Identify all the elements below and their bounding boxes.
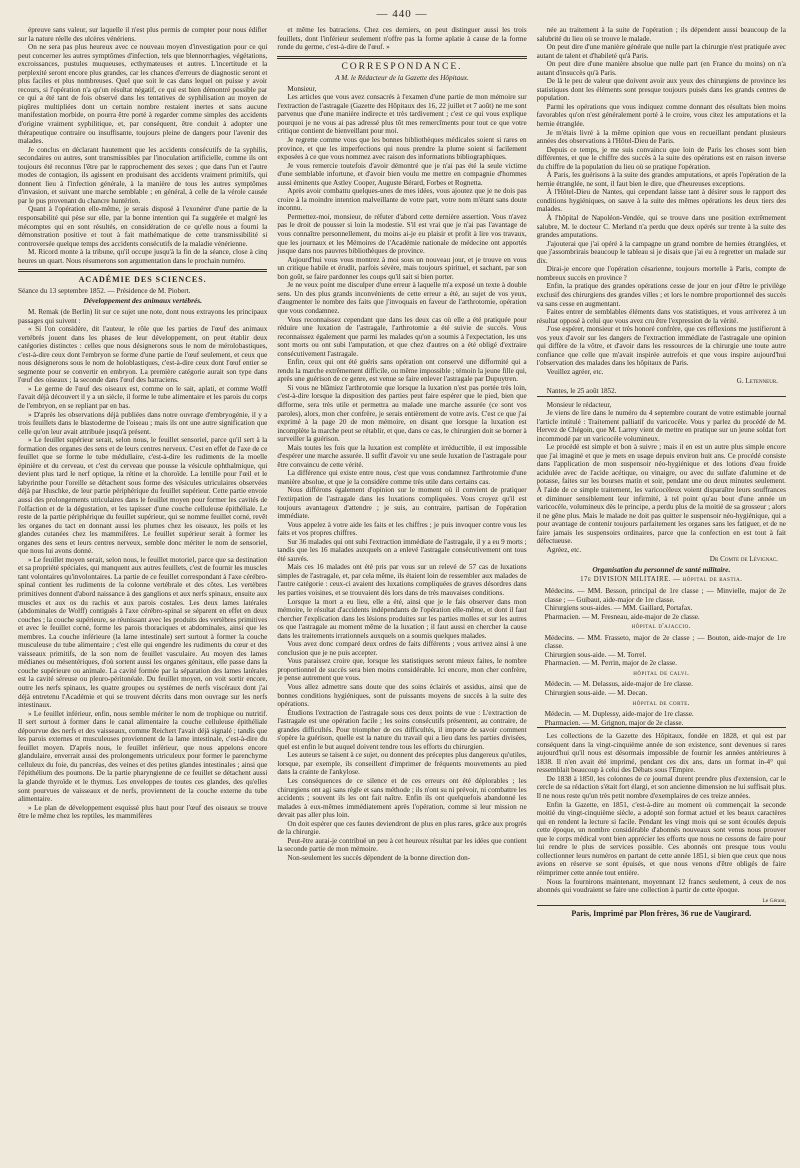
paragraph: Après avoir combattu quelques-unes de mes idées, vous ajoutez que je ne dois pas croire à la moindre intention malveillante de votre part, votre nom m'étant sans doute inconnu. [277, 187, 527, 213]
footer-rule [537, 905, 786, 906]
paragraph: et même les batraciens. Chez ces derniers, on peut distinguer aussi les trois feuillets, dont l'inférieur seulement n'offre pas la forme aplatie à cause de la forme ronde du germe, c'est-à-dire de l'œuf. » [277, 26, 527, 52]
section-title-academie: ACADÉMIE DES SCIENCES. [78, 275, 207, 285]
paragraph: M. Remak (de Berlin) lit sur ce sujet une note, dont nous extrayons les principaux passages qui suivent : [18, 307, 268, 325]
paragraph: Pharmacien. — M. Fresneau, aide-major de 2e classe. [544, 612, 700, 621]
paragraph: » Le feuillet moyen serait, selon nous, le feuillet motoriel, parce que sa destination et sa propriété spéciales, qui manquent aux autres feuillets, c'est de fournir les muscles tant volontaires qu'involontaires. La partie de ce feuillet correspondant à l'axe cérébro-spinal contient les rudiments de la colonne vertébrale et des côtes. Les vertèbres primitives donnent d'abord naissance à des ganglions et aux nerfs spinaux, ensuite aux muscles et aux os du rachis et aux parois costales. Les deux lames latérales (abdominales de Wolff) contiguës à l'axe cérébro-spinal se séparent en effet en deux couches ; la couche supérieure, se réunissant avec les produits des vertèbres primitives et avec le feuillet corné, forme les parois thoraciques et abdominales, ainsi que les membres. La couche inférieure (la lame intestinale) sert surtout à former la couche musculeuse du tube alimentaire ; c'est elle qui engendre les rudiments du cœur et des vaisseaux primitifs, de la son nom de feuillet vasculaire. Au moyen des lames médianes ou mésentériques, d'où sortent aussi les organes génitaux, elle passe dans la couche supérieure ou animale. La cavité formée par la séparation des lames latérales est la cavité séreuse ou pleuro-péritonéale. Du feuillet moyen, on voit sortir encore, outre les nerfs spinaux, les quatre groupes ou systèmes de nerfs viscéraux dont j'ai déjà entretenu l'Académie et qui se trouvent décrits dans mon ouvrage sur les nerfs intestinaux. [18, 555, 268, 710]
paragraph: On ne sera pas plus heureux avec ce nouveau moyen d'investigation pour ce qui peut concerner les autres symptômes d'infection, tels que blennorrhagies, végétations, excroissances, pustules muqueuses, ecthymateuses et autres. L'incertitude et la perplexité seront encore plus grandes, car les chances d'erreurs de diagnostic seront et plus faciles et plus nombreuses. Quel que soit le cas dans lequel on puisse y avoir recours, si l'opération n'a qu'un résultat négatif, ce qui est bien démontré possible par ce qui a été tant de fois observé dans les tentatives de syphilisation au moyen de piqûres multipliées dont un certain nombre restaient inertes et sans aucune manifestation morbide, on pourra être porté à regarder comme simples des accidents d'origine vraiment syphilitique, et, par conséquent, être conduit à adopter une thérapeutique contraire ou insuffisante, toujours pleine de dangers pour l'avenir des malades. [18, 43, 268, 146]
column-2-text [277, 26, 526, 52]
section-rule [18, 269, 267, 270]
column-2 [277, 26, 526, 1150]
column-1 [18, 26, 267, 1150]
section-rule [277, 56, 526, 57]
paragraph: Médecin. — M. Delassus, aide-major de 1re classe. [544, 680, 693, 689]
paragraph: Vous appelez à votre aide les faits et les chiffres ; je puis invoquer contre vous les faits et vos propres chiffres. [277, 520, 527, 538]
paragraph: Agréez, etc. [546, 545, 582, 554]
paragraph: Pharmacien. — M. Perrin, major de 2e classe. [544, 659, 677, 668]
separator-rule [537, 727, 786, 728]
session-line: Séance du 13 septembre 1852. — Présidence de M. Piobert. [18, 286, 191, 295]
paragraph: Je vous remercie toutefois d'avoir démontré que je n'ai pas été la seule victime d'une semblable infortune, et d'avoir bien voulu me mettre en compagnie d'hommes aussi éminents que Astley Cooper, Auguste Bérard, Forbes et Rognetta. [277, 161, 527, 187]
paragraph: J'ajouterai que j'ai opéré à la campagne un grand nombre de hernies étranglées, et que j'assombrirais beaucoup le tableau si je disais que j'ai eu à regretter un malade sur dix. [536, 239, 786, 265]
paragraph: À Paris, les guérisons à la suite des grandes amputations, et après l'opération de la hernie étranglée, ne sont, il faut bien le dire, que d'heureuses exceptions. [536, 171, 786, 188]
paragraph: Les articles que vous avez consacrés à l'examen d'une partie de mon mémoire sur l'extraction de l'astragale (Gazette des Hôpitaux des 16, 22 juillet et 7 août) ne me sont parvenus que d'une manière indirecte et très tardivement ; c'est ce qui vous explique pourquoi je ne vous ai pas adressé plus tôt mes remercîments pour tout ce que votre critique contient de bienveillant pour moi. [277, 93, 527, 136]
paragraph: » Le feuillet inférieur, enfin, nous semble mériter le nom de trophique ou nutritif. Il sert surtout à former dans le canal alimentaire la couche celluleuse épithéliale dépourvue des nerfs et des vaisseaux, comme Reichert l'avait déjà signalé ; tandis que les parois externes et musculeuses proviennent de la lame intestinale, c'est-à-dire du feuillet moyen. D'après nous, le feuillet inférieur, que nous appelons encore glandulaire, enverrait aussi des prolongements utriculeux pour former le parenchyme celluleux du foie, du pancréas, des veines et des petites glandes intestinales ; ainsi que l'épithélium des poumons. De la partie pharyngienne de ce feuillet se détachent aussi la glande thyroïde et le thymus. Les enveloppes de toutes ces glandes, des qu'elles sont pourvues de vaisseaux et de nerfs, proviennent de la couche externe du tube alimentaire. [18, 709, 268, 804]
section-rule [18, 271, 267, 272]
paragraph: Dirai-je encore que l'opération césarienne, toujours mortelle à Paris, compte de nombreux succès en province ? [536, 265, 786, 282]
signature-letenneur: G. Letenneur. [736, 377, 778, 386]
hospital-heading-ajaccio: hôpital d'ajaccio. [631, 623, 691, 631]
column-3-text [537, 26, 786, 376]
paragraph: Je m'étais livré à la même opinion que vous en recueillant pendant plusieurs années des observations à l'Hôtel-Dieu de Paris. [536, 128, 786, 146]
paragraph: Les auteurs se taisent à ce sujet, ou donnent des préceptes plus dangereux qu'utiles, lorsque, par exemple, ils conseillent d'imprimer de fréquents mouvements au pied dans la crainte de l'ankylose. [277, 751, 527, 777]
paragraph: Médecin. — M. Duplessy, aide-major de 1re classe. [544, 710, 694, 719]
printer-footer: Paris, Imprimé par Plon frères, 36 rue de Vaugirard. [571, 909, 752, 919]
paragraph: De là le peu de valeur que doivent avoir aux yeux des chirurgiens de province les statistiques dont les éléments sont presque toujours puisés dans les grands centres de population. [536, 77, 786, 103]
paragraph: Si vous ne blâmiez l'arthrotomie que lorsque la luxation n'est pas portée très loin, c'est-à-dire lorsque la disposition des parties peut faire espérer que le pied, bien que difforme, sera très utile et permettra au malade une marche assurée (ce sont vos paroles), alors, mon cher confrère, je serais entièrement de votre avis. C'est ce que j'ai exprimé à la page 20 de mon mémoire, en disant que lorsque la luxation est incomplète la marche peut se rétablir, et que, dans ce cas, le chirurgien doit se borner à surveiller la guérison. [277, 383, 527, 444]
paragraph: Non-seulement les succès dépendent de la bonne direction don- [287, 853, 471, 862]
paragraph: Vous avez donc comparé deux ordres de faits différents ; vous arrivez ainsi à une conclusion que je ne puis accepter. [277, 640, 527, 657]
letter-address: A M. le Rédacteur de la Gazette des Hôpitaux. [335, 74, 469, 83]
paragraph: À l'Hôtel-Dieu de Nantes, qui cependant laisse tant à désirer sous le rapport des conditions hygiéniques, on sauve à la suite des mêmes opérations les deux tiers des malades. [536, 188, 786, 214]
paragraph: Faites entrer de semblables éléments dans vos statistiques, et vous arriverez à un résultat opposé à celui que vous avez cru être l'expression de la vérité. [536, 308, 786, 325]
paragraph: » D'après les observations déjà publiées dans notre ouvrage d'embryogénie, il y a trois feuillets dans le blastoderme de l'oiseau ; mais ils ont une autre signification que celle qu'on leur avait attribuée jusqu'à présent. [18, 410, 268, 436]
paragraph: « Si l'on considère, dit l'auteur, le rôle que les parties de l'œuf des animaux vertébrés jouent dans les phases de leur développement, on peut établir deux catégories distinctes : celles que nous désignerons sous le nom de mérolobastiques, c'est-à-dire ceux dont l'embryon se forme d'une partie de l'œuf seulement, et ceux que nous désignerons sous le nom de holoblastiques, c'est-à-dire ceux dont l'œuf entier se segmente pour se convertir en embryon. La première catégorie aurait son type dans l'œuf des oiseaux ; la seconde dans l'œuf des batraciens. [18, 325, 268, 385]
paragraph: Chirurgiens sous-aides. — MM. Gaillard, Portafax. [544, 604, 693, 613]
paragraph: Je regrette comme vous que les bonnes bibliothèques médicales soient si rares en province, et que les imperfections qui nous prendre la plume soient si facilement exposées à ce que vous nommez avec raison des informations bibliographiques. [277, 136, 527, 162]
paragraph: Peut-être aurai-je contribué un peu à cet heureux résultat par les idées que contient la seconde partie de mon mémoire. [277, 836, 527, 854]
paragraph: La différence qui existe entre nous, c'est que vous condamnez l'arthrotomie d'une manière absolue, et que je la considère comme très utile dans certains cas. [277, 469, 527, 486]
paragraph: Chirurgien sous-aide. — M. Torrel. [544, 650, 647, 659]
staff-entries-calvi [537, 680, 786, 697]
subsection-title: Développement des animaux vertébrés. [83, 296, 202, 306]
paragraph: Médecins. — MM. Besson, principal de 1re classe ; — Minvielle, major de 2e classe ; — Guibaut, aide-major de 1re classe. [544, 587, 786, 604]
paragraph: On peut dire d'une manière générale que nulle part la chirurgie n'est pratiquée avec autant de talent et d'habileté qu'à Paris. [536, 43, 786, 60]
column-3 [537, 26, 786, 1150]
column-3-text-2 [537, 409, 786, 554]
paragraph: On peut dire d'une manière absolue que nulle part (en France du moins) on n'a autant d'insuccès qu'à Paris. [536, 60, 786, 77]
paragraph: Sur 36 malades qui ont subi l'extraction immédiate de l'astragale, il y a eu 9 morts ; tandis que les 16 malades auxquels on a enlevé l'astragale consécutivement ont tous été sauvés. [277, 537, 527, 563]
paragraph: Veuillez agréer, etc. [546, 367, 604, 376]
column-1-text [18, 26, 267, 265]
paragraph: Vous paraissez croire que, lorsque les statistiques seront mieux faites, le nombre proportionnel de succès sera bien moins considérable. Ici encore, mon cher confrère, je pense autrement que vous. [277, 657, 527, 683]
paragraph: Médecins. — MM. Frasseto, major de 2e classe ; — Bouton, aide-major de 1re classe. [544, 633, 786, 651]
letter-greeting-2: Monsieur le rédacteur, [546, 400, 612, 409]
column-2-text-2 [277, 93, 526, 862]
paragraph: Chirurgien sous-aide. — M. Decan. [544, 689, 648, 698]
paragraph: Nous la fournirons maintenant, moyennant 12 francs seulement, à ceux de nos abonnés qui voudraient se faire une collection à partir de cette époque. [536, 877, 786, 895]
paragraph: Lorsque la mort a eu lieu, elle a été, ainsi que je le fais observer dans mon mémoire, le résultat d'accidents indépendants de l'opération elle-même, et dont il faut chercher l'explication dans les lésions produites sur les parties molles et sur les autres os que l'astragale au moment même de la luxation ; il faut aussi en chercher la cause dans les traitements irrationnels auxquels on a soumis quelques malades. [277, 597, 527, 640]
paragraph: » Le plan de développement esquissé plus haut pour l'œuf des oiseaux se trouve être le même chez les reptiles, les mammifères [18, 803, 268, 821]
paragraph: On doit espérer que ces fautes deviendront de plus en plus rares, grâce aux progrès de la chirurgie. [277, 819, 527, 837]
letter-greeting: Monsieur, [287, 84, 317, 93]
staff-entries-ajaccio [537, 634, 786, 668]
paragraph: Les conséquences de ce silence et de ces erreurs ont été déplorables ; les chirurgiens ont agi sans règle et sans méthode ; ils n'ont su ni prévoir, ni combattre les accidents ; souvent ils les ont fait naître. Enfin ils ont quelquefois abandonné les malades à eux-mêmes immédiatement après l'opération, comme si leur mission ne devait pas aller plus loin. [277, 777, 527, 820]
column-3-text-3 [537, 732, 786, 894]
paragraph: née au traitement à la suite de l'opération ; ils dépendent aussi beaucoup de la salubrité du lieu où se trouve le malade. [536, 26, 786, 43]
page-number: — 440 — [376, 8, 428, 20]
paragraph: Permettez-moi, monsieur, de réfuter d'abord cette dernière assertion. Vous n'avez pas le droit de pousser si loin la modestie. S'il est vrai que je n'ai pas l'avantage de vous connaître personnellement, du moins ai-je eu plaisir et profit à lire vos travaux, que les journaux et les Mémoires de l'Académie nationale de médecine ont apportés jusque dans nos pauvres bibliothèques de province. [277, 212, 527, 256]
section-rule [277, 58, 526, 59]
paragraph: Enfin, la pratique des grandes opérations cesse de jour en jour d'être le privilège exclusif des chirurgiens des grandes villes ; et lors le nombre proportionnel des succès va sans cesse en augmentant. [536, 282, 786, 308]
paragraph: Le procédé est simple et bon à suivre ; mais il en est un autre plus simple encore que j'ai imaginé et que je mets en usage depuis environ huit ans. Ce procédé consiste dans l'application de mon suspensoir néo-hygiénique et des lotions d'eau froide acidulée avec de l'acide acétique, ou vinaigre, ou avec du sulfate d'alumine et de potasse, faites sur les bourses matin et soir, pendant une ou deux minutes seulement. À l'aide de ce simple traitement, les varicocèleux voient disparaître leurs souffrances et diminuer sensiblement leur infirmité, à tel point qu'au bout d'une année un varicocèle, volumineux dès le principe, a perdu plus de la moitié de sa grosseur ; alors il ne gêne plus. Mais le malade ne doit pas quitter le suspensoir néo-hygiénique, qui a pour avantage de contenir toujours parfaitement les organes sans les fatiguer, et de ne faire jamais les suspensoirs ordinaires, parce que la confection en est tout à fait défectueuse. [536, 443, 786, 546]
hospital-heading-calvi: hôpital de calvi. [633, 669, 690, 677]
staff-entries-bastia [537, 587, 786, 621]
paragraph: Je ne veux point me disculper d'une erreur à laquelle m'a exposé un texte à double sens. Un des plus grands inconvénients de cette erreur a été, au sujet de vos yeux, d'augmenter le nombre des faits que j'invoquais en faveur de l'arthrotomie, opération que vous condamnez. [277, 281, 527, 315]
paragraph: M. Ricord monte à la tribune, qu'il occupe jusqu'à la fin de la séance, close à cinq heures un quart. Nous résumerons son argumentation dans le prochain numéro. [18, 248, 268, 265]
footer-gerant-label: Le Gérant, [762, 897, 786, 904]
paragraph: J'ose espérer, monsieur et très honoré confrère, que ces réflexions me justifieront à vos yeux d'avoir sur les dangers de l'extraction immédiate de l'astragale une opinion qui diffère de la vôtre, et d'avoir dans les ressources de la chirurgie une toute autre confiance que celle que m'avait inspirée autrefois et que vous inspire aujourd'hui l'observation des malades dans les hôpitaux de Paris. [536, 325, 786, 368]
staff-entries-corte [537, 710, 786, 727]
paragraph: Je conclus en déclarant hautement que les accidents consécutifs de la syphilis, secondaires ou autres, sont transmissibles par l'inoculation artificielle, comme ils ont toujours été reconnus l'être par le rapprochement des sexes ; que dans l'un et l'autre modes de contagion, ils agissent en produisant des accidents vraiment primitifs, qui donnent lieu à l'infection générale, à la manière de tous les autres symptômes d'invasion, et suivant une marche semblable ; en général, à celle de la vérole causée par le pus provenant du chancre huntérien. [18, 145, 268, 205]
hospital-heading-corte: hôpital de corte. [632, 699, 690, 707]
paragraph: » Le feuillet supérieur serait, selon nous, le feuillet sensoriel, parce qu'il sert à la formation des organes des sens et de leurs centres nerveux. C'est en effet de l'axe de ce feuillet que se forme le tube médullaire, c'est-à-dire les rudiments de la moelle épinière et du cerveau, et c'est du cerveau que pousse la vésicule ophthalmique, qui devient plus tard le nerf optique, la rétine et la choroïde. La lentille pour l'œil et le labyrinthe pour l'oreille se détachent sous forme des vésicules utriculaires observées déjà par Huschke, de leur partie périphérique du feuillet supérieur. Cette partie envoie aussi des prolongements utriculaires dans le feuillet moyen pour former les cavités de l'olfaction et de la dégustation, et les tapisser d'une couche celluleuse épithéliale. Le reste de la partie périphérique du feuillet supérieur, qui se nomme feuillet corné, revêt les organes du tact en donnant aussi les plumes chez les oiseaux, les poils et les glandes cutanées chez les mammifères. Le feuillet supérieur serait à former les organes des sens et leurs centres nerveux, semble donc mériter le nom de sensoriel, que nous lui avons donné. [18, 436, 268, 556]
separator-rule [537, 396, 786, 397]
paragraph: Pharmacien. — M. Grignon, major de 2e classe. [544, 718, 684, 727]
paragraph: Vous allez admettre sans doute que des soins éclairés et assidus, ainsi que de bonnes conditions hygiéniques, sont de puissants moyens de succès à la suite des opérations. [277, 683, 527, 709]
organisation-title: Organisation du personnel de santé militaire. [592, 564, 731, 574]
division-heading: 17e DIVISION MILITAIRE. — hôpital de bastia. [580, 576, 743, 584]
paragraph: Les collections de la Gazette des Hôpitaux, fondée en 1828, et qui est par conséquent dans la vingt-cinquième année de son existence, sont devenues si rares aujourd'hui qu'il nous est désormais impossible de fournir les années antérieures à 1838. Il n'en avait été imprimé, pendant ces dix ans, dans un format in-4° qui ressemblait beaucoup à celui des Débats sous l'Empire. [536, 732, 786, 775]
paragraph: À l'hôpital de Napoléon-Vendée, qui se trouve dans une position extrêmement salubre, M. le docteur C. Merland n'a perdu que deux opérés sur trente à la suite des grandes amputations. [536, 214, 786, 240]
paragraph: Mais toutes les fois que la luxation est complète et irréductible, il est impossible d'espérer une marche assurée. Il suffit d'avoir vu une seule luxation de l'astragale pour être convaincu de cette vérité. [277, 443, 527, 469]
paragraph: Je viens de lire dans le numéro du 4 septembre courant de votre estimable journal l'article intitulé : Traitement palliatif du varicocèle. Vous y parlez du procédé de M. Hervez de Chégoin, que M. Larrey vient de mettre en pratique sur un jeune soldat fort incommodé par un varicocèle volumineux. [536, 409, 786, 443]
paragraph: Aujourd'hui vous vous montrez à moi sous un nouveau jour, et je trouve en vous un critique habile et érudit, parfois sévère, mais toujours spirituel, et sachant, par son bon goût, se faire pardonner les coups qu'il sait si bien porter. [277, 255, 527, 281]
letter-place-date: Nantes, le 25 août 1852. [546, 386, 617, 395]
paragraph: épreuve sans valeur, sur laquelle il n'est plus permis de compter pour nous édifier sur la nature réelle des ulcères vénériens. [18, 26, 268, 43]
paragraph: Enfin la Gazette, en 1851, c'est-à-dire au moment où commençait la seconde moitié du vingt-cinquième siècle, a adopté son format actuel et les beaux caractères qui en rendent la lecture si facile. Pendant les vingt mois qui se sont écoulés depuis cette époque, un nombre considérable d'abonnés nouveaux sont venus nous prouver que le corps médical vont bien apprécier les efforts que nous ne cessons de faire pour lui rendre le plus de services possible. Ces abonnés ont presque tous voulu collectionner leurs numéros en partant de cette année 1851, si bien que ceux que nous avions en réserve se sont épuisés, et que nous venons d'être obligés de faire réimprimer cette année tout entière. [536, 800, 786, 877]
paragraph: Nous différons également d'opinion sur le moment où il convient de pratiquer l'extirpation de l'astragale dans les luxations compliquées. Vous croyez qu'il est toujours avantageux d'attendre ; je suis, au contraire, partisan de l'opération immédiate. [277, 486, 527, 521]
paragraph: » Le germe de l'œuf des oiseaux est, comme on le sait, aplati, et comme Wolff l'avait déjà découvert il y a un siècle, il forme le tube alimentaire et les parois du corps de l'embryon, en se repliant par en bas. [18, 384, 268, 410]
paragraph: De 1838 à 1850, les colonnes de ce journal durent prendre plus d'extension, car le cercle de sa rédaction s'était fort élargi, et son ancienne dimension ne lui suffisait plus. Il ne nous reste qu'un très petit nombre d'exemplaires de ces treize années. [536, 774, 786, 801]
section-title-correspondance: CORRESPONDANCE. [341, 61, 463, 72]
paragraph: Mais ces 16 malades ont été pris par vous sur un relevé de 57 cas de luxations simples de l'astragale, et, par cela même, ils étaient loin de ressembler aux malades de l'autre catégorie : ceux-ci avaient des luxations compliquées de graves désordres dans les parties voisines, et se trouvaient dès lors dans de très mauvaises conditions. [277, 563, 527, 597]
paragraph: Enfin, ceux qui ont été guéris sans opération ont conservé une difformité qui a rendu la marche extrêmement difficile, ou même impossible ; témoin la jeune fille qui, après une guérison de ce genre, est venue se faire enlever l'astragale par Dupuytren. [277, 358, 527, 384]
paragraph: Vous reconnaissez cependant que dans les deux cas où elle a été pratiquée pour réduire une luxation de l'astragale, l'arthrotomie a été suivie de succès. Vous reconnaissez également que parmi les malades qu'on a soumis à l'expectation, les uns sont morts ou ont subi l'amputation, et que chez d'autres on a été obligé d'extraire consécutivement l'astragale. [277, 315, 527, 358]
paragraph: Étudions l'extraction de l'astragale sous ces deux points de vue : L'extraction de l'astragale est une opération facile ; les soins consécutifs présentent, au contraire, de grandes difficultés. Pour triompher de ces difficultés, il importe de savoir comment s'opère la guérison, quelle est la nature du travail qui a lieu dans les parties divisées, quel est enfin le but auquel doivent tendre tous les efforts du chirurgien. [277, 708, 527, 751]
paragraph: Depuis ce temps, je me suis convaincu que loin de Paris les choses sont bien différentes, et que le chiffre des succès à la suite des opérations est en raison inverse du chiffre de la population du lieu où se pratique l'opération. [536, 145, 786, 171]
column-1-text-2 [18, 308, 267, 821]
paragraph: Quant à l'opération elle-même, je serais disposé à l'exonérer d'une partie de la responsabilité qui pèse sur elle, par la bonne intention qui l'a suggérée et malgré les mécomptes qui en sont résultés, en considération de ce qu'elle nous a fourni la démonstration positive et tout à fait mathématique de cette transmissibilité si controversée quelque temps des accidents consécutifs de la maladie vénérienne. [18, 205, 268, 248]
paragraph: Parmi les opérations que vous indiquez comme donnant des résultats bien moins favorables qu'on n'est généralement porté à le croire, vous citez les amputations et la hernie étranglée. [536, 102, 786, 129]
signature-levignac: Dr Comte de Lévignac. [709, 555, 778, 564]
columns [18, 26, 786, 1150]
